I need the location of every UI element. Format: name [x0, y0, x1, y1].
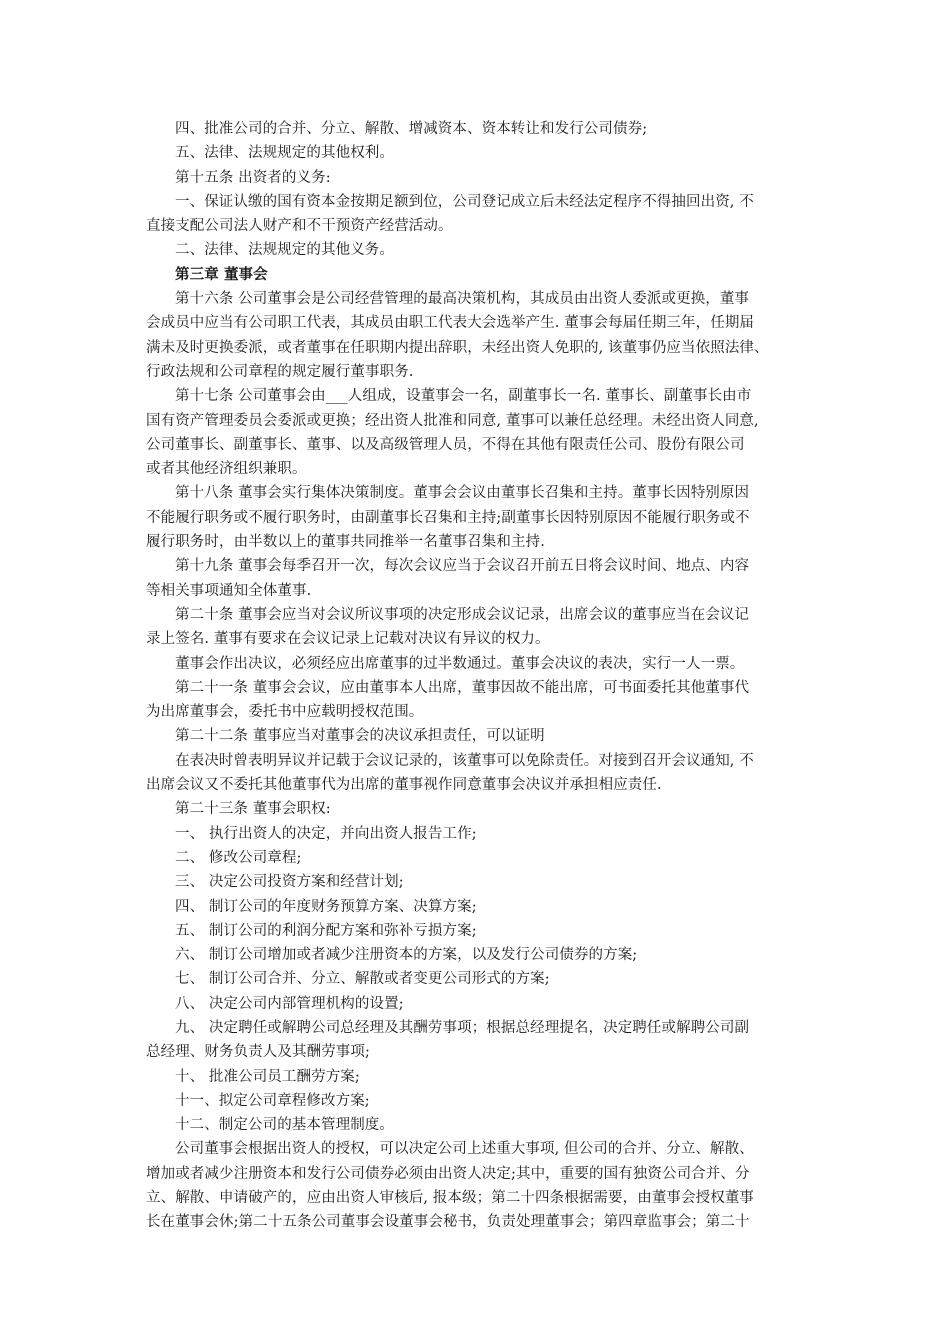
text-line: 第十九条 董事会每季召开一次，每次会议应当于会议召开前五日将会议时间、地点、内容	[175, 558, 750, 575]
text-line: 为出席董事会，委托书中应载明授权范围。	[146, 704, 424, 721]
text-line: 第二十二条 董事应当对董事会的决议承担责任，可以证明	[175, 728, 545, 745]
text-line: 十一、拟定公司章程修改方案;	[175, 1092, 370, 1109]
text-line: 三、 决定公司投资方案和经营计划;	[175, 874, 404, 891]
text-line: 五、法律、法规规定的其他权利。	[175, 145, 394, 162]
text-line: 立、解散、申请破产的，应由出资人审核后, 报本级；第二十四条根据需要，由董事会授权董事	[146, 1190, 755, 1207]
text-line: 或者其他经济组织兼职。	[146, 461, 307, 478]
text-line: 第十五条 出资者的义务:	[175, 169, 331, 186]
text-line: 在表决时曾表明异议并记载于会议记录的，该董事可以免除责任。对接到召开会议通知, 不	[175, 752, 754, 769]
text-line: 等相关事项通知全体董事.	[146, 582, 312, 599]
text-line: 会成员中应当有公司职工代表，其成员由职工代表大会选举产生. 董事会每届任期三年，任期届	[146, 315, 755, 332]
text-line: 公司董事长、副董事长、董事、以及高级管理人员，不得在其他有限责任公司、股份有限公司	[146, 436, 745, 453]
text-line: 四、批准公司的合并、分立、解散、增减资本、资本转让和发行公司债券;	[175, 121, 648, 137]
text-line: 录上签名. 董事有要求在会议记录上记载对决议有异议的权力。	[146, 631, 550, 648]
text-line: 八、 决定公司内部管理机构的设置;	[175, 995, 404, 1012]
text-line: 满未及时更换委派，或者董事在任职期内提出辞职，未经出资人免职的, 该董事仍应当依照法律、	[146, 339, 769, 356]
text-line: 董事会作出决议，必须经应出席董事的过半数通过。董事会决议的表决，实行一人一票。	[175, 655, 745, 672]
text-line: 九、 决定聘任或解聘公司总经理及其酬劳事项；根据总经理提名，决定聘任或解聘公司副	[175, 1019, 750, 1036]
text-line: 第十八条 董事会实行集体决策制度。董事会会议由董事长召集和主持。董事长因特别原因	[175, 485, 750, 502]
text-line: 履行职务时，由半数以上的董事共同推举一名董事召集和主持.	[146, 534, 545, 551]
text-line: 二、法律、法规规定的其他义务。	[175, 242, 394, 259]
text-line: 一、保证认缴的国有资本金按期足额到位，公司登记成立后未经法定程序不得抽回出资, 不	[175, 193, 754, 210]
text-line: 总经理、财务负责人及其酬劳事项;	[146, 1044, 370, 1061]
text-line: 四、 制订公司的年度财务预算方案、决算方案;	[175, 898, 477, 915]
text-line: 第二十条 董事会应当对会议所议事项的决定形成会议记录，出席会议的董事应当在会议记	[175, 606, 750, 623]
text-line: 六、 制订公司增加或者减少注册资本的方案，以及发行公司债券的方案;	[175, 947, 638, 964]
text-line: 长在董事会休;第二十五条公司董事会设董事会秘书，负责处理董事会；第四章监事会；第二十	[146, 1214, 750, 1231]
text-line: 增加或者减少注册资本和发行公司债券必须由出资人决定;其中，重要的国有独资公司合并、分	[146, 1165, 750, 1182]
text-line: 七、 制订公司合并、分立、解散或者变更公司形式的方案;	[175, 971, 550, 988]
text-line: 二、 修改公司章程;	[175, 849, 302, 866]
text-line: 出席会议又不委托其他董事代为出席的董事视作同意董事会决议并承担相应责任.	[146, 777, 662, 794]
text-line: 行政法规和公司章程的规定履行董事职务.	[146, 363, 414, 380]
text-line: 十、 批准公司员工酬劳方案;	[175, 1068, 360, 1085]
text-line: 五、 制订公司的利润分配方案和弥补亏损方案;	[175, 922, 477, 939]
chapter-heading: 第三章 董事会	[175, 265, 268, 283]
text-line: 直接支配公司法人财产和不干预资产经营活动。	[146, 218, 453, 235]
document-body	[146, 117, 806, 1235]
text-line: 第二十三条 董事会职权:	[175, 801, 331, 818]
text-line: 第十七条 公司董事会由___人组成，设董事会一名，副董事长一名. 董事长、副董事长由市	[175, 388, 752, 405]
text-line: 第二十一条 董事会会议，应由董事本人出席，董事因故不能出席，可书面委托其他董事代	[175, 679, 750, 696]
text-line: 第十六条 公司董事会是公司经营管理的最高决策机构，其成员由出资人委派或更换，董事	[175, 291, 750, 308]
text-line: 一、 执行出资人的决定，并向出资人报告工作;	[175, 825, 477, 842]
text-line: 不能履行职务或不履行职务时，由副董事长召集和主持;副董事长因特别原因不能履行职务或不	[146, 509, 750, 526]
text-line: 十二、制定公司的基本管理制度。	[175, 1117, 394, 1134]
text-line: 公司董事会根据出资人的授权，可以决定公司上述重大事项, 但公司的合并、分立、解散、	[175, 1141, 754, 1158]
text-line: 国有资产管理委员会委派或更换；经出资人批准和同意, 董事可以兼任总经理。未经出资人同意,	[146, 412, 759, 429]
